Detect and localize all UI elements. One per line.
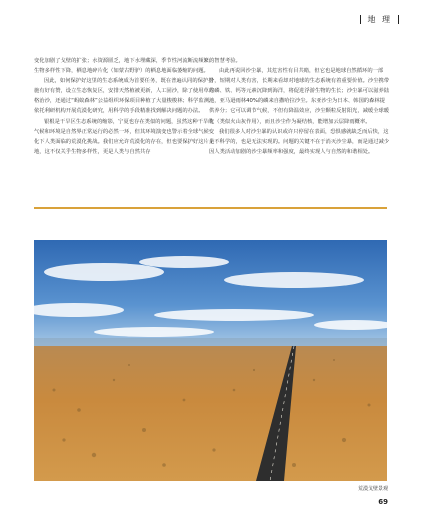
section-header bbox=[360, 14, 399, 25]
paragraph: 的智慧考验。 bbox=[209, 58, 241, 64]
paragraph: 变化加剧了戈壁的扩张；水资源匮乏，地下水埋藏深，季节性河流断流频繁；生物多样性下降，栖息地碎片化（如蒙古野驴）的栖息地面临萎缩的问题。 bbox=[34, 58, 215, 75]
page-number: 69 bbox=[378, 498, 388, 506]
left-text-column bbox=[34, 56, 215, 157]
paragraph: 因此，如何保护好这里的生态系统成为首要任务，既在普遍认同的保护措施有好有赞，设立生态恢复区，安排天然植被更新，人工固沙，除了使用草方格治沙，还通过“蚂蚁森林”公益组织环保项目种植了大量梭梭林；科学监测，依托利研机构开展荒漠化研究，用科学的手段精准找到解决问题的办法。 bbox=[34, 78, 215, 115]
header-divider bbox=[398, 15, 399, 24]
section-divider-rule bbox=[34, 207, 387, 209]
paragraph: 由此再说回沙尘暴，其危害性有目共睹，但它也是地球自然循环的一部分，短期对人类有害，长期来看却对地球的生态系统有着重要价值。沙尘携带的磷、铁、钙等元素沉降到海洋，将促进浮游生物的生长；沙尘暴可以滋养陆地，亚马逊雨林40%的磷来自撒哈拉沙尘。东亚沙尘为日本、韩国的森林提供养分；它可以调节气候，不但有降温效应，沙尘颗粒反射阳光，减缓全球暖化（类似火山灰作用），而且沙尘作为凝结核，能增加云层降雨概率。 bbox=[209, 68, 390, 125]
desert-road-photo bbox=[34, 240, 387, 481]
paragraph: 银根是干旱区生态系统的缩影，宁夏也存在类似的问题，虽然这种干旱的气候和环境是自然界正常运行的必然一环，但其环境演变也警示着全球气候变化下人类面临的荒漠化挑战。我们应允许荒漠化的存在，但也要保护好这片土地，这不仅关乎生物多样性，更是人类与自然共存 bbox=[34, 118, 215, 155]
right-text-column bbox=[209, 56, 390, 157]
photo-caption: 荒漠戈壁景观 bbox=[357, 486, 388, 492]
paragraph: 我们很多人对沙尘暴的认识或许只停留在表面，恐惧感就缺乏而后快，这是不科学的，也是无法实现的。问题的关键不在于消灭沙尘暴，而是通过减少因人类活动加剧的沙尘暴频率和强度，最终实现人与自然的和谐相处。 bbox=[209, 128, 390, 155]
section-label: 地 理 bbox=[367, 15, 392, 24]
header-divider bbox=[360, 15, 361, 24]
